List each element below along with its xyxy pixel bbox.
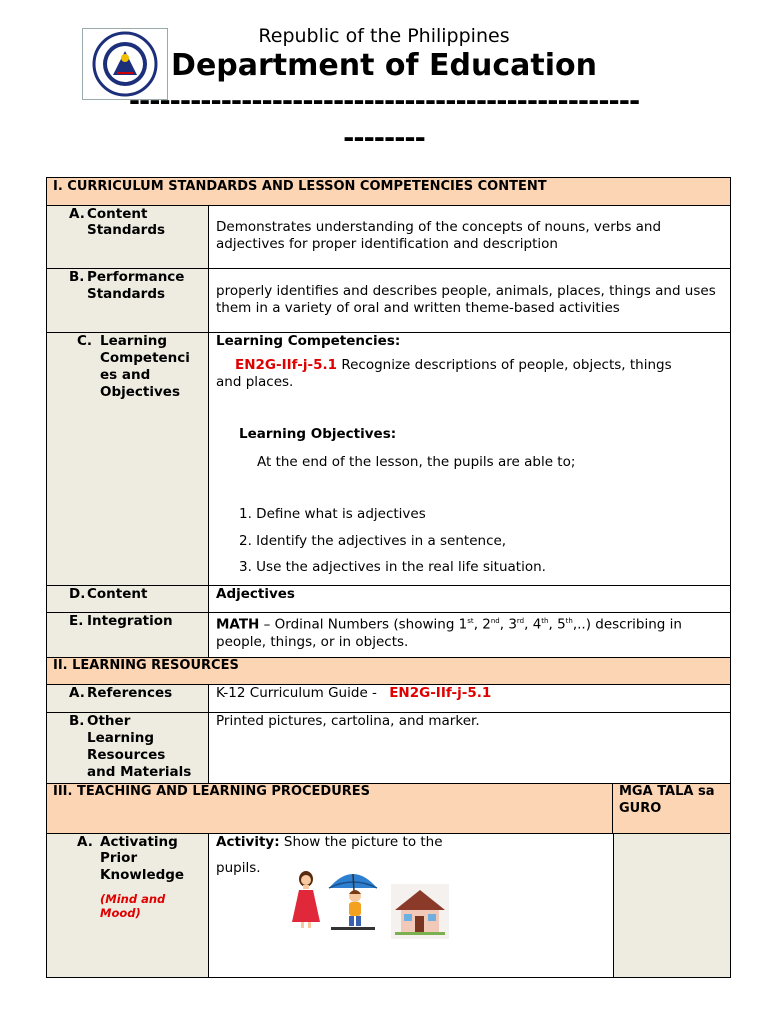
integration-text: MATH – Ordinal Numbers (showing 1st, 2nd, 3rd, 4th, 5th,..) describing in people, things, or in objects.	[209, 613, 730, 658]
references-text: K-12 Curriculum Guide - EN2G-IIf-j-5.1	[209, 685, 730, 713]
references-label: A. References	[47, 685, 209, 713]
learning-competencies-cell	[209, 333, 730, 586]
teacher-notes-header: MGA TALA sa GURO	[613, 784, 730, 834]
competency-code: EN2G-IIf-j-5.1	[235, 357, 338, 373]
girl-picture	[289, 870, 323, 930]
lesson-plan-table	[46, 177, 731, 978]
house-picture	[391, 884, 449, 939]
other-resources-label: B. Other Learning Resources and Materials	[47, 713, 209, 784]
objectives-intro: At the end of the lesson, the pupils are able to;	[257, 454, 576, 470]
competencies-heading: Learning Competencies:	[216, 333, 401, 349]
mind-and-mood-note: (Mind and	[100, 892, 166, 906]
content-label: D. Content	[47, 586, 209, 613]
section-1-header: I. CURRICULUM STANDARDS AND LESSON COMPETENCIES CONTENT	[47, 178, 730, 206]
objective-item: 3. Use the adjectives in the real life situation.	[239, 559, 546, 575]
references-code: EN2G-IIf-j-5.1	[389, 685, 492, 701]
learning-competencies-label: C. Learning Competenci es and Objectives	[47, 333, 209, 586]
other-resources-text: Printed pictures, cartolina, and marker.	[209, 713, 730, 784]
section-3-header: III. TEACHING AND LEARNING PROCEDURES	[47, 784, 613, 834]
teacher-notes-cell	[613, 834, 730, 977]
republic-heading: Republic of the Philippines	[258, 25, 510, 47]
objectives-heading: Learning Objectives:	[239, 426, 397, 442]
performance-standards-text: properly identifies and describes people, animals, places, things and uses them in a variety of oral and written theme-based activities	[209, 269, 730, 333]
integration-label: E. Integration	[47, 613, 209, 658]
activating-activity-cell: Activity: Show the picture to the pupils.	[209, 834, 613, 977]
content-text: Adjectives	[209, 586, 730, 613]
section-2-header: II. LEARNING RESOURCES	[47, 658, 730, 685]
content-standards-label: A. Content Standards	[47, 206, 209, 269]
objective-item: 1. Define what is adjectives	[239, 506, 426, 522]
competency-line-2: and places.	[216, 374, 294, 390]
objective-item: 2. Identify the adjectives in a sentence,	[239, 533, 507, 549]
dash-separator-line-1: --------------------------------------------------	[128, 86, 640, 117]
department-heading: Department of Education	[171, 48, 597, 83]
dash-separator-line-2: --------	[343, 123, 425, 154]
content-standards-text: Demonstrates understanding of the concepts of nouns, verbs and adjectives for proper identification and description	[209, 206, 730, 269]
boy-with-umbrella-picture	[325, 864, 381, 934]
competency-line: EN2G-IIf-j-5.1 Recognize descriptions of people, objects, things	[235, 357, 672, 373]
performance-standards-label: B. Performance Standards	[47, 269, 209, 333]
activity-line: Activity: Show the picture to the	[216, 834, 443, 850]
activating-prior-knowledge-label: A. Activating Prior Knowledge (Mind and Mood)	[47, 834, 209, 977]
